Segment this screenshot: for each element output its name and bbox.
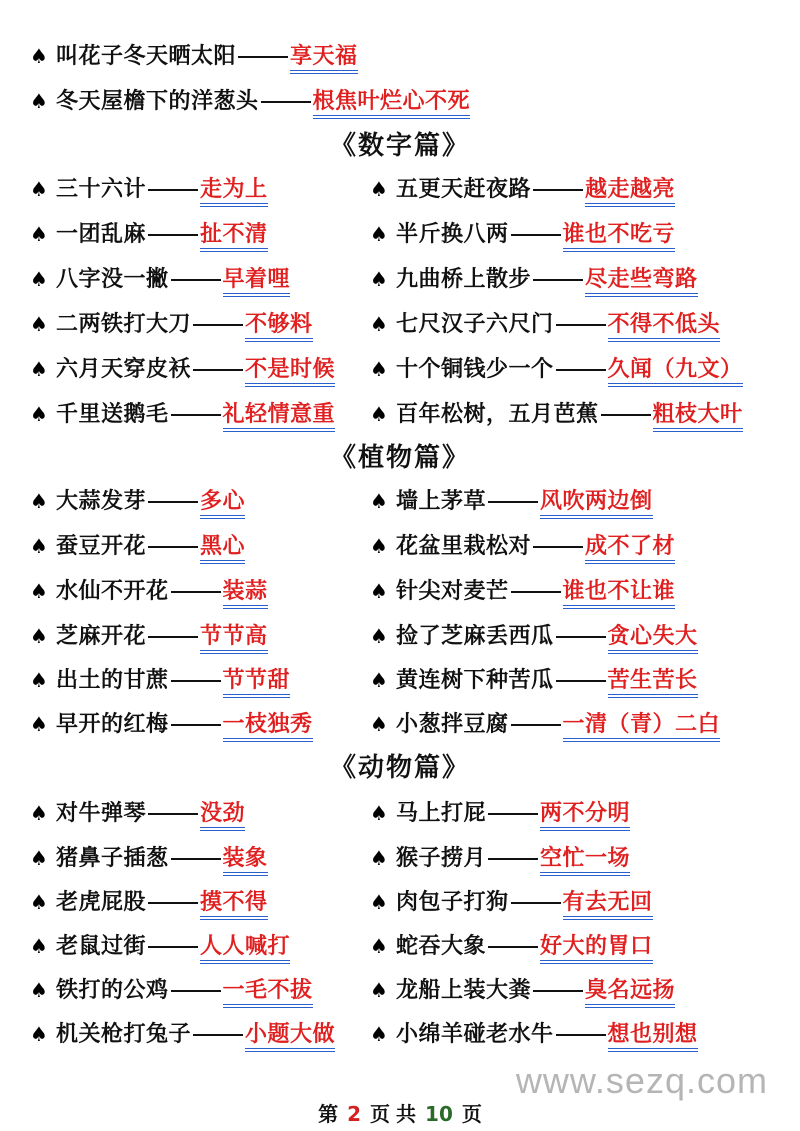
dash-separator <box>148 946 198 948</box>
riddle-answer: 小题大做 <box>245 1022 335 1052</box>
riddle-answer: 贪心失大 <box>608 624 698 654</box>
riddle-text: 黄连树下种苦瓜 <box>396 668 554 693</box>
dash-separator <box>238 56 288 58</box>
riddle-answer: 走为上 <box>200 177 268 207</box>
riddle-answer: 粗枝大叶 <box>653 402 743 432</box>
riddle-answer: 不得不低头 <box>608 312 721 342</box>
dash-separator <box>171 724 221 726</box>
riddle-text: 捡了芝麻丢西瓜 <box>396 624 554 649</box>
riddle-answer: 苦生苦长 <box>608 668 698 698</box>
riddle-answer: 久闻（九文） <box>608 357 743 387</box>
dash-separator <box>148 189 198 191</box>
riddle-text: 花盆里栽松对 <box>396 534 532 559</box>
spade-icon: ♠ <box>370 712 389 736</box>
riddle-line <box>30 926 365 966</box>
dash-separator <box>193 324 243 326</box>
dash-separator <box>533 279 583 281</box>
riddle-line <box>370 169 780 209</box>
riddle-line <box>30 526 365 566</box>
riddle-line <box>30 660 365 700</box>
spade-icon: ♠ <box>370 267 389 291</box>
section-title: 《动物篇》 <box>329 753 470 783</box>
riddle-line <box>30 616 365 656</box>
riddle-answer: 没劲 <box>200 801 245 831</box>
watermark-text: www.sezq.com <box>515 1060 768 1101</box>
riddle-line <box>370 349 780 389</box>
riddle-line <box>30 214 365 254</box>
spade-icon: ♠ <box>370 801 389 825</box>
riddle-answer: 空忙一场 <box>540 846 630 876</box>
spade-icon: ♠ <box>370 357 389 381</box>
riddle-line <box>30 36 770 76</box>
dash-separator <box>148 636 198 638</box>
spade-icon: ♠ <box>370 1022 389 1046</box>
spade-icon: ♠ <box>370 846 389 870</box>
dash-separator <box>488 946 538 948</box>
total-page-count: 10 <box>425 1102 453 1126</box>
riddle-answer: 谁也不让谁 <box>563 579 676 609</box>
spade-icon: ♠ <box>370 177 389 201</box>
riddle-line <box>30 704 365 744</box>
riddle-line <box>370 571 780 611</box>
dash-separator <box>511 591 561 593</box>
dash-separator <box>148 234 198 236</box>
riddle-answer: 节节甜 <box>223 668 291 698</box>
riddle-line <box>370 838 780 878</box>
dash-separator <box>148 546 198 548</box>
spade-icon: ♠ <box>30 1022 49 1046</box>
spade-icon: ♠ <box>30 890 49 914</box>
riddle-text: 冬天屋檐下的洋葱头 <box>56 89 259 114</box>
dash-separator <box>533 189 583 191</box>
riddle-line <box>370 970 780 1010</box>
riddle-line <box>30 259 365 299</box>
riddle-answer: 一毛不拔 <box>223 978 313 1008</box>
riddle-text: 机关枪打兔子 <box>56 1022 192 1047</box>
footer-suffix: 页 <box>461 1102 482 1126</box>
dash-separator <box>193 1034 243 1036</box>
riddle-line <box>30 169 365 209</box>
dash-separator <box>556 636 606 638</box>
spade-icon: ♠ <box>30 668 49 692</box>
riddle-line <box>370 304 780 344</box>
spade-icon: ♠ <box>370 402 389 426</box>
riddle-answer: 不够料 <box>245 312 313 342</box>
riddle-line <box>370 481 780 521</box>
dash-separator <box>556 369 606 371</box>
riddle-text: 铁打的公鸡 <box>56 978 169 1003</box>
spade-icon: ♠ <box>370 934 389 958</box>
riddle-text: 老鼠过街 <box>56 934 147 959</box>
dash-separator <box>556 680 606 682</box>
riddle-line <box>30 481 365 521</box>
riddle-text: 墙上茅草 <box>396 489 487 514</box>
spade-icon: ♠ <box>30 579 49 603</box>
spade-icon: ♠ <box>370 489 389 513</box>
riddle-answer: 两不分明 <box>540 801 630 831</box>
riddle-answer: 风吹两边倒 <box>540 489 653 519</box>
spade-icon: ♠ <box>30 44 49 68</box>
riddle-line <box>30 304 365 344</box>
riddle-answer: 尽走些弯路 <box>585 267 698 297</box>
riddle-line <box>30 1014 365 1054</box>
riddle-answer: 好大的胃口 <box>540 934 653 964</box>
riddle-text: 九曲桥上散步 <box>396 267 532 292</box>
dash-separator <box>171 279 221 281</box>
riddle-text: 马上打屁 <box>396 801 487 826</box>
dash-separator <box>533 546 583 548</box>
riddle-answer: 想也别想 <box>608 1022 698 1052</box>
dash-separator <box>171 591 221 593</box>
riddle-answer: 人人喊打 <box>200 934 290 964</box>
spade-icon: ♠ <box>30 489 49 513</box>
riddle-text: 老虎屁股 <box>56 890 147 915</box>
footer-page-word: 页 <box>370 1102 391 1126</box>
spade-icon: ♠ <box>30 801 49 825</box>
riddle-answer: 成不了材 <box>585 534 675 564</box>
riddle-answer: 越走越亮 <box>585 177 675 207</box>
riddle-text: 五更天赶夜路 <box>396 177 532 202</box>
riddle-line <box>370 214 780 254</box>
riddle-text: 小绵羊碰老水牛 <box>396 1022 554 1047</box>
spade-icon: ♠ <box>370 534 389 558</box>
riddle-text: 二两铁打大刀 <box>56 312 192 337</box>
riddle-line <box>30 970 365 1010</box>
riddle-answer: 黑心 <box>200 534 245 564</box>
riddle-line <box>30 882 365 922</box>
dash-separator <box>148 902 198 904</box>
dash-separator <box>511 724 561 726</box>
riddle-line <box>370 660 780 700</box>
riddle-text: 蚕豆开花 <box>56 534 147 559</box>
riddle-text: 三十六计 <box>56 177 147 202</box>
dash-separator <box>193 369 243 371</box>
riddle-line <box>30 793 365 833</box>
riddle-text: 芝麻开花 <box>56 624 147 649</box>
spade-icon: ♠ <box>30 267 49 291</box>
riddle-answer: 节节高 <box>200 624 268 654</box>
riddle-line <box>30 394 365 434</box>
riddle-line <box>370 926 780 966</box>
riddle-text: 百年松树，五月芭蕉 <box>396 402 599 427</box>
riddle-text: 肉包子打狗 <box>396 890 509 915</box>
dash-separator <box>556 324 606 326</box>
spade-icon: ♠ <box>30 357 49 381</box>
riddle-text: 对牛弹琴 <box>56 801 147 826</box>
riddle-line <box>30 81 770 121</box>
dash-separator <box>488 501 538 503</box>
riddle-text: 龙船上装大粪 <box>396 978 532 1003</box>
riddle-line <box>30 349 365 389</box>
spade-icon: ♠ <box>370 624 389 648</box>
spade-icon: ♠ <box>30 712 49 736</box>
current-page-number: 2 <box>347 1102 362 1126</box>
dash-separator <box>171 858 221 860</box>
riddle-text: 猴子捞月 <box>396 846 487 871</box>
riddle-line <box>370 616 780 656</box>
riddle-text: 半斤换八两 <box>396 222 509 247</box>
riddle-answer: 一清（青）二白 <box>563 712 721 742</box>
riddle-answer: 摸不得 <box>200 890 268 920</box>
riddle-text: 叫花子冬天晒太阳 <box>56 44 237 69</box>
riddle-line <box>370 1014 780 1054</box>
spade-icon: ♠ <box>370 668 389 692</box>
dash-separator <box>488 858 538 860</box>
riddle-text: 大蒜发芽 <box>56 489 147 514</box>
riddle-answer: 多心 <box>200 489 245 519</box>
dash-separator <box>488 813 538 815</box>
riddle-text: 八字没一撇 <box>56 267 169 292</box>
riddle-line <box>30 571 365 611</box>
section-title: 《数字篇》 <box>329 131 470 161</box>
riddle-line <box>370 526 780 566</box>
riddle-line <box>370 704 780 744</box>
spade-icon: ♠ <box>30 624 49 648</box>
riddle-answer: 臭名远扬 <box>585 978 675 1008</box>
riddle-text: 早开的红梅 <box>56 712 169 737</box>
riddle-text: 千里送鹅毛 <box>56 402 169 427</box>
riddle-answer: 有去无回 <box>563 890 653 920</box>
riddle-line <box>370 394 780 434</box>
riddle-answer: 一枝独秀 <box>223 712 313 742</box>
spade-icon: ♠ <box>30 934 49 958</box>
spade-icon: ♠ <box>30 846 49 870</box>
dash-separator <box>148 501 198 503</box>
dash-separator <box>511 234 561 236</box>
dash-separator <box>601 414 651 416</box>
spade-icon: ♠ <box>370 312 389 336</box>
dash-separator <box>556 1034 606 1036</box>
footer-prefix: 第 <box>318 1102 339 1126</box>
spade-icon: ♠ <box>370 978 389 1002</box>
dash-separator <box>171 680 221 682</box>
riddle-text: 七尺汉子六尺门 <box>396 312 554 337</box>
riddle-answer: 装蒜 <box>223 579 268 609</box>
riddle-answer: 不是时候 <box>245 357 335 387</box>
spade-icon: ♠ <box>30 312 49 336</box>
riddle-text: 小葱拌豆腐 <box>396 712 509 737</box>
riddle-answer: 早着哩 <box>223 267 291 297</box>
riddle-line <box>370 882 780 922</box>
spade-icon: ♠ <box>370 222 389 246</box>
spade-icon: ♠ <box>30 402 49 426</box>
riddle-answer: 谁也不吃亏 <box>563 222 676 252</box>
spade-icon: ♠ <box>30 177 49 201</box>
spade-icon: ♠ <box>370 579 389 603</box>
riddle-text: 针尖对麦芒 <box>396 579 509 604</box>
riddle-line <box>370 259 780 299</box>
riddle-text: 水仙不开花 <box>56 579 169 604</box>
section-title: 《植物篇》 <box>329 443 470 473</box>
riddle-answer: 根焦叶烂心不死 <box>313 89 471 119</box>
dash-separator <box>171 414 221 416</box>
riddle-answer: 装象 <box>223 846 268 876</box>
dash-separator <box>533 990 583 992</box>
spade-icon: ♠ <box>30 534 49 558</box>
dash-separator <box>261 101 311 103</box>
riddle-answer: 礼轻情意重 <box>223 402 336 432</box>
dash-separator <box>171 990 221 992</box>
spade-icon: ♠ <box>30 978 49 1002</box>
riddle-line <box>30 838 365 878</box>
riddle-text: 六月天穿皮袄 <box>56 357 192 382</box>
dash-separator <box>148 813 198 815</box>
riddle-text: 一团乱麻 <box>56 222 147 247</box>
riddle-line <box>370 793 780 833</box>
riddle-text: 蛇吞大象 <box>396 934 487 959</box>
riddle-answer: 扯不清 <box>200 222 268 252</box>
riddle-answer: 享天福 <box>290 44 358 74</box>
spade-icon: ♠ <box>30 89 49 113</box>
riddle-text: 猪鼻子插葱 <box>56 846 169 871</box>
dash-separator <box>511 902 561 904</box>
riddle-text: 出土的甘蔗 <box>56 668 169 693</box>
spade-icon: ♠ <box>30 222 49 246</box>
riddle-text: 十个铜钱少一个 <box>396 357 554 382</box>
footer-total-word: 共 <box>396 1102 417 1126</box>
page-footer <box>0 1098 800 1127</box>
spade-icon: ♠ <box>370 890 389 914</box>
